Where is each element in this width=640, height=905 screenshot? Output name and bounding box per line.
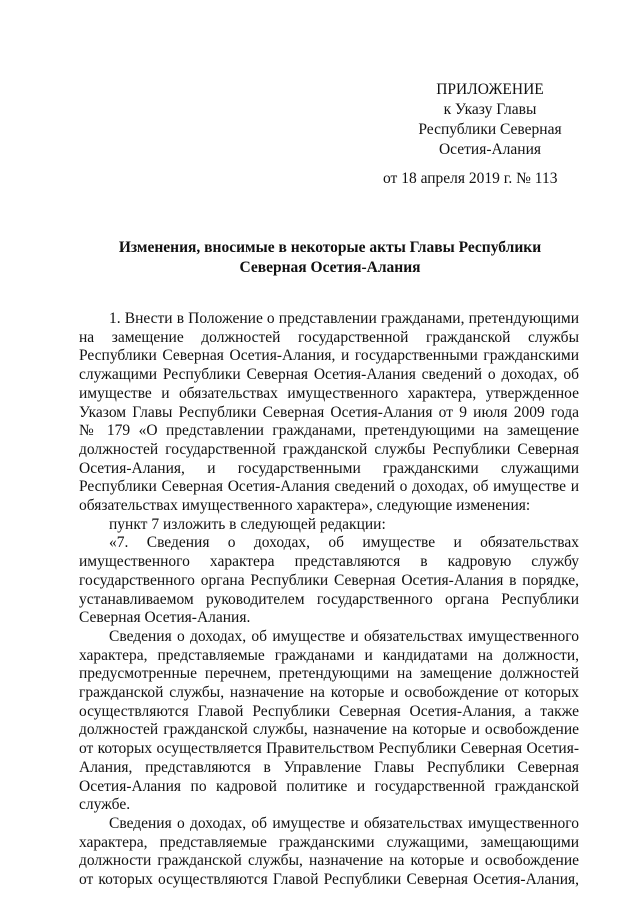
appendix-block xyxy=(400,80,580,160)
paragraph-1 xyxy=(79,310,579,516)
text-line: характера, представляемые гражданскими служащими, замещающими xyxy=(79,833,579,851)
text-line: осуществляются Главой Республики Северная Осетия-Алания, а также xyxy=(79,702,579,720)
text-line: Осетия-Алания по кадровой политике и государственной гражданской xyxy=(79,777,579,795)
document-body xyxy=(79,310,579,890)
appendix-line: к Указу Главы xyxy=(443,101,537,118)
text-line: Республики Северная Осетия-Алания сведений о доходах, об имуществе и xyxy=(79,478,579,496)
title-line: Изменения, вносимые в некоторые акты Главы Республики xyxy=(118,239,542,256)
text-line: Сведения о доходах, об имуществе и обязательствах имущественного xyxy=(109,814,579,832)
text-line: № 179 «О представлении гражданами, претендующими на замещение xyxy=(79,422,579,440)
paragraph-3 xyxy=(79,534,579,628)
text-line: должностей государственной гражданской службы Республики Северная xyxy=(79,440,579,458)
text-line: должностей гражданской службы, назначение на которые и освобождение xyxy=(79,721,579,739)
text-line: Сведения о доходах, об имуществе и обязательствах имущественного xyxy=(109,627,579,645)
title-line: Северная Осетия-Алания xyxy=(239,259,421,276)
text-line: пункт 7 изложить в следующей редакции: xyxy=(109,515,386,533)
appendix-line: Республики Северная xyxy=(418,121,562,138)
text-line: служащими Республики Северная Осетия-Алания сведений о доходах, об xyxy=(79,366,579,384)
text-line: на замещение должностей государственной гражданской службы xyxy=(79,328,579,346)
paragraph-5 xyxy=(79,815,579,890)
paragraph-2 xyxy=(79,516,579,535)
text-line: обязательствах имущественного характера», следующие изменения: xyxy=(79,497,531,515)
text-line: имуществе и обязательствах имущественного характера, утвержденное xyxy=(79,384,579,402)
text-line: службе. xyxy=(79,796,131,814)
text-line: от которых осуществляется Правительством Республики Северная Осетия- xyxy=(79,740,579,758)
appendix-heading: ПРИЛОЖЕНИЕ xyxy=(436,81,544,98)
text-line: предусмотренные перечнем, претендующими на замещение должностей xyxy=(79,665,579,683)
text-line: «7. Сведения о доходах, об имуществе и обязательствах xyxy=(109,534,579,552)
text-line: устанавливаемом руководителем государственного органа Республики xyxy=(79,590,579,608)
text-line: 1. Внести в Положение о представлении гражданами, претендующими xyxy=(109,310,579,327)
text-line: от которых осуществляются Главой Республики Северная Осетия-Алания, xyxy=(79,871,579,889)
text-line: Осетия-Алания, и государственными гражданскими служащими xyxy=(79,459,579,477)
text-line: Алания, представляются в Управление Главы Республики Северная xyxy=(79,758,579,776)
text-line: государственного органа Республики Северная Осетия-Алания в порядке, xyxy=(79,571,579,589)
text-line: имущественного характера представляются в кадровую службу xyxy=(79,553,579,571)
appendix-line: Осетия-Алания xyxy=(438,141,542,158)
paragraph-4 xyxy=(79,628,579,815)
text-line: должности гражданской службы, назначение на которые и освобождение xyxy=(79,852,579,870)
text-line: характера, представляемые гражданами и кандидатами на должности, xyxy=(79,646,579,664)
text-line: Указом Главы Республики Северная Осетия-Алания от 9 июля 2009 года xyxy=(79,403,579,421)
document-title xyxy=(80,238,580,278)
decree-date: от 18 апреля 2019 г. № 113 xyxy=(383,170,558,187)
text-line: гражданской службы, назначение на которые и освобождение от которых xyxy=(79,684,579,702)
text-line: Северная Осетия-Алания. xyxy=(79,609,251,627)
text-line: Республики Северная Осетия-Алания, и государственными гражданскими xyxy=(79,347,579,365)
